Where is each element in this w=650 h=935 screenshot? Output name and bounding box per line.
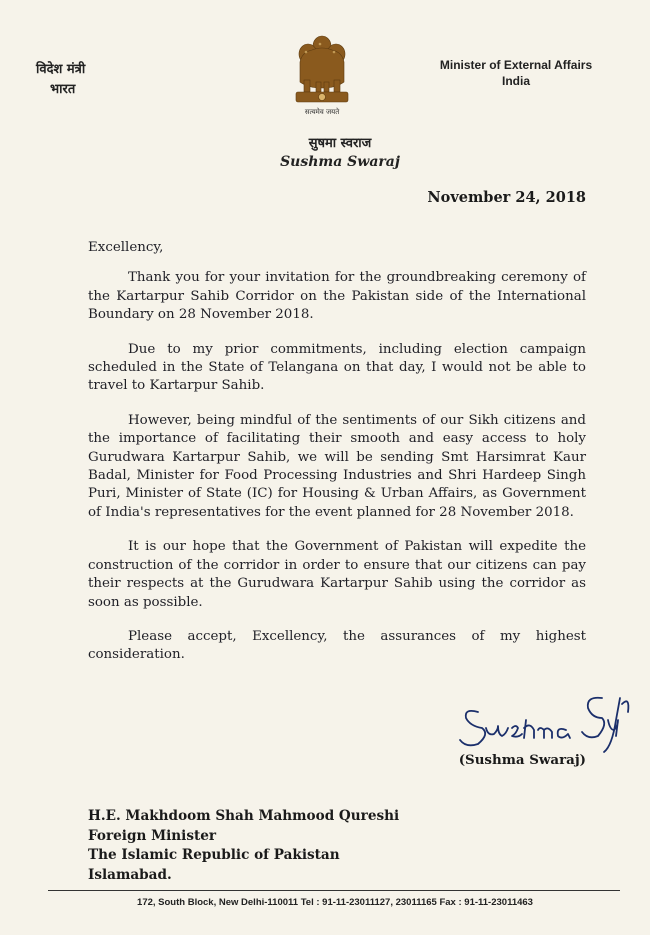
hindi-title-line1: विदेश मंत्री — [36, 62, 86, 77]
footer-address: 172, South Block, New Delhi-110011 Tel : 91-11-23011127, 23011165 Fax : 91-11-23011463 — [137, 897, 533, 908]
salutation: Excellency, — [88, 240, 164, 255]
recipient-address — [88, 807, 399, 885]
recipient-line: H.E. Makhdoom Shah Mahmood Qureshi — [88, 808, 400, 824]
signature-printed-name: (Sushma Swaraj) — [458, 752, 586, 768]
footer-divider — [48, 890, 620, 891]
recipient-line: Foreign Minister — [88, 827, 217, 844]
sender-name-english: Sushma Swaraj — [280, 154, 400, 170]
hindi-title-line2: भारत — [50, 82, 76, 97]
paragraph: It is our hope that the Government of Pakistan will expedite the construction of the corridor in order to ensure that our citizens can pay their respects at the Gurudwara Kartarpur Sahib using the corridor as soon as possible. — [88, 539, 586, 610]
handwritten-signature — [452, 690, 632, 760]
letterhead-hindi-title — [36, 60, 85, 100]
letter-body — [88, 239, 586, 681]
national-emblem-icon — [290, 32, 354, 124]
emblem-motto: सत्यमेव जयते — [304, 108, 340, 116]
letterhead-english-title — [426, 57, 606, 89]
paragraph: However, being mindful of the sentiments of our Sikh citizens and the importance of facilitating their smooth and easy access to holy Gurudwara Kartarpur Sahib, we will be sending Smt Harsimrat Kaur Badal, Minister for Food Processing Industries and Shri Hardeep Singh Puri, Minister of State (IC) for Housing & Urban Affairs, as Government of India's representatives for the event planned for 28 November 2018. — [88, 412, 586, 520]
letter-date: November 24, 2018 — [427, 189, 586, 206]
paragraph: Thank you for your invitation for the groundbreaking ceremony of the Kartarpur Sahib Corridor on the Pakistan side of the International Boundary on 28 November 2018. — [88, 270, 586, 323]
paragraph: Please accept, Excellency, the assurances of my highest consideration. — [88, 628, 586, 663]
recipient-line: Islamabad. — [88, 866, 172, 883]
english-title-line2: India — [501, 74, 530, 88]
paragraph: Due to my prior commitments, including election campaign scheduled in the State of Telangana on that day, I would not be able to travel to Kartarpur Sahib. — [88, 341, 586, 394]
recipient-line: The Islamic Republic of Pakistan — [88, 847, 340, 863]
english-title-line1: Minister of External Affairs — [439, 58, 593, 72]
sender-name-hindi: सुषमा स्वराज — [308, 136, 372, 151]
